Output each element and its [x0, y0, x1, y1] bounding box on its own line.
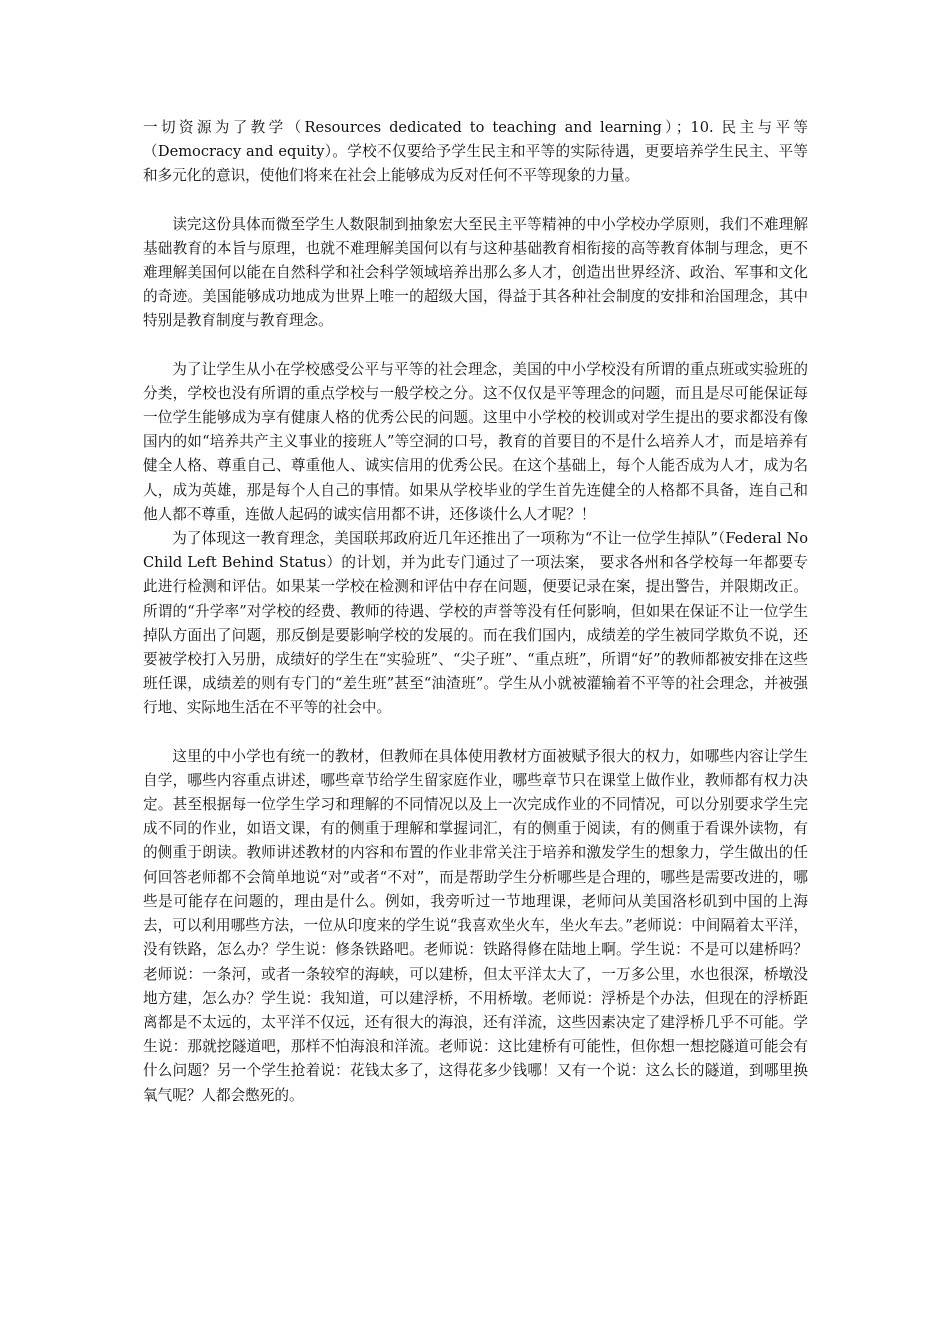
paragraph-equality: 为了让学生从小在学校感受公平与平等的社会理念，美国的中小学校没有所谓的重点班或实验班的分类，学校也没有所谓的重点学校与一般学校之分。这不仅仅是平等理念的问题，而且是尽可能保证每一位学生能够成为享有健康人格的优秀公民的问题。这里中小学校的校训或对学生提出的要求都没有像国内的如“培养共产主义事业的接班人”等空洞的口号，教育的首要目的不是什么培养人才，而是培养有健全人格、尊重自己、尊重他人、诚实信用的优秀公民。在这个基础上，每个人能否成为人才，成为名人，成为英雄，那是每个人自己的事情。如果从学校毕业的学生首先连健全的人格都不具备，连自己和他人都不尊重，连做人起码的诚实信用都不讲，还侈谈什么人才呢？！ [143, 360, 808, 523]
paragraph-continuation: 一切资源为了教学（Resources dedicated to teaching and learning）；10. 民主与平等（Democracy and equity）。学校不仅要给予学生民主和平等的实际待遇，更要培养学生民主、平等和多元化的意识，使他们将来在社会上能够成为反对任何不平等现象的力量。 [143, 119, 808, 185]
paragraph-reflection: 读完这份具体而微至学生人数限制到抽象宏大至民主平等精神的中小学校办学原则，我们不难理解基础教育的本旨与原理，也就不难理解美国何以有与这种基础教育相衔接的高等教育体制与理念，更不难理解美国何以能在自然科学和社会科学领域培养出那么多人才，创造出世界经济、政治、军事和文化的奇迹。美国能够成功地成为世界上唯一的超级大国，得益于其各种社会制度的安排和治国理念，其中特别是教育制度与教育理念。 [143, 215, 808, 330]
paragraph-teaching-materials: 这里的中小学也有统一的教材，但教师在具体使用教材方面被赋予很大的权力，如哪些内容让学生自学，哪些内容重点讲述，哪些章节给学生留家庭作业，哪些章节只在课堂上做作业，教师都有权力决定。甚至根据每一位学生学习和理解的不同情况以及上一次完成作业的不同情况，可以分别要求学生完成不同的作业，如语文课，有的侧重于理解和掌握词汇，有的侧重于阅读，有的侧重于看课外读物，有的侧重于朗读。教师讲述教材的内容和布置的作业非常关注于培养和激发学生的想象力，学生做出的任何回答老师都不会简单地说“对”或者“不对”，而是帮助学生分析哪些是合理的，哪些是需要改进的，哪些是可能存在问题的，理由是什么。例如，我旁听过一节地理课，老师问从美国洛杉矶到中国的上海去，可以利用哪些方法，一位从印度来的学生说“我喜欢坐火车，坐火车去。”老师说：中间隔着太平洋，没有铁路，怎么办？学生说：修条铁路吧。老师说：铁路得修在陆地上啊。学生说：不是可以建桥吗？老师说：一条河，或者一条较窄的海峡，可以建桥，但太平洋太大了，一万多公里，水也很深，桥墩没地方建，怎么办？学生说：我知道，可以建浮桥，不用桥墩。老师说：浮桥是个办法，但现在的浮桥距离都是不太远的，太平洋不仅远，还有很大的海浪，还有洋流，这些因素决定了建浮桥几乎不可能。学生说：那就挖隧道吧，那样不怕海浪和洋流。老师说：这比建桥有可能性，但你想一想挖隧道可能会有什么问题？另一个学生抢着说：花钱太多了，这得花多少钱哪！又有一个说：这么长的隧道，到哪里换氧气呢？人都会憋死的。 [143, 747, 808, 1104]
paragraph-no-child-left-behind: 为了体现这一教育理念，美国联邦政府近几年还推出了一项称为“不让一位学生掉队”（Federal No Child Left Behind Status）的计划，并为此专门通过了一项法案， 要求各州和各学校每一年都要专此进行检测和评估。如果某一学校在检测和评估中存在问题，便要记录在案，提出警告，并限期改正。所谓的“升学率”对学校的经费、教师的待遇、学校的声誉等没有任何影响，但如果在保证不让一位学生掉队方面出了问题，那反倒是要影响学校的发展的。而在我们国内，成绩差的学生被同学欺负不说，还要被学校打入另册，成绩好的学生在“实验班”、“尖子班”、“重点班”，所谓“好”的教师都被安排在这些班任课，成绩差的则有专门的“差生班”甚至“油渣班”。学生从小就被灌输着不平等的社会理念，并被强行地、实际地生活在不平等的社会中。 [143, 530, 808, 717]
document-body [143, 116, 808, 1108]
